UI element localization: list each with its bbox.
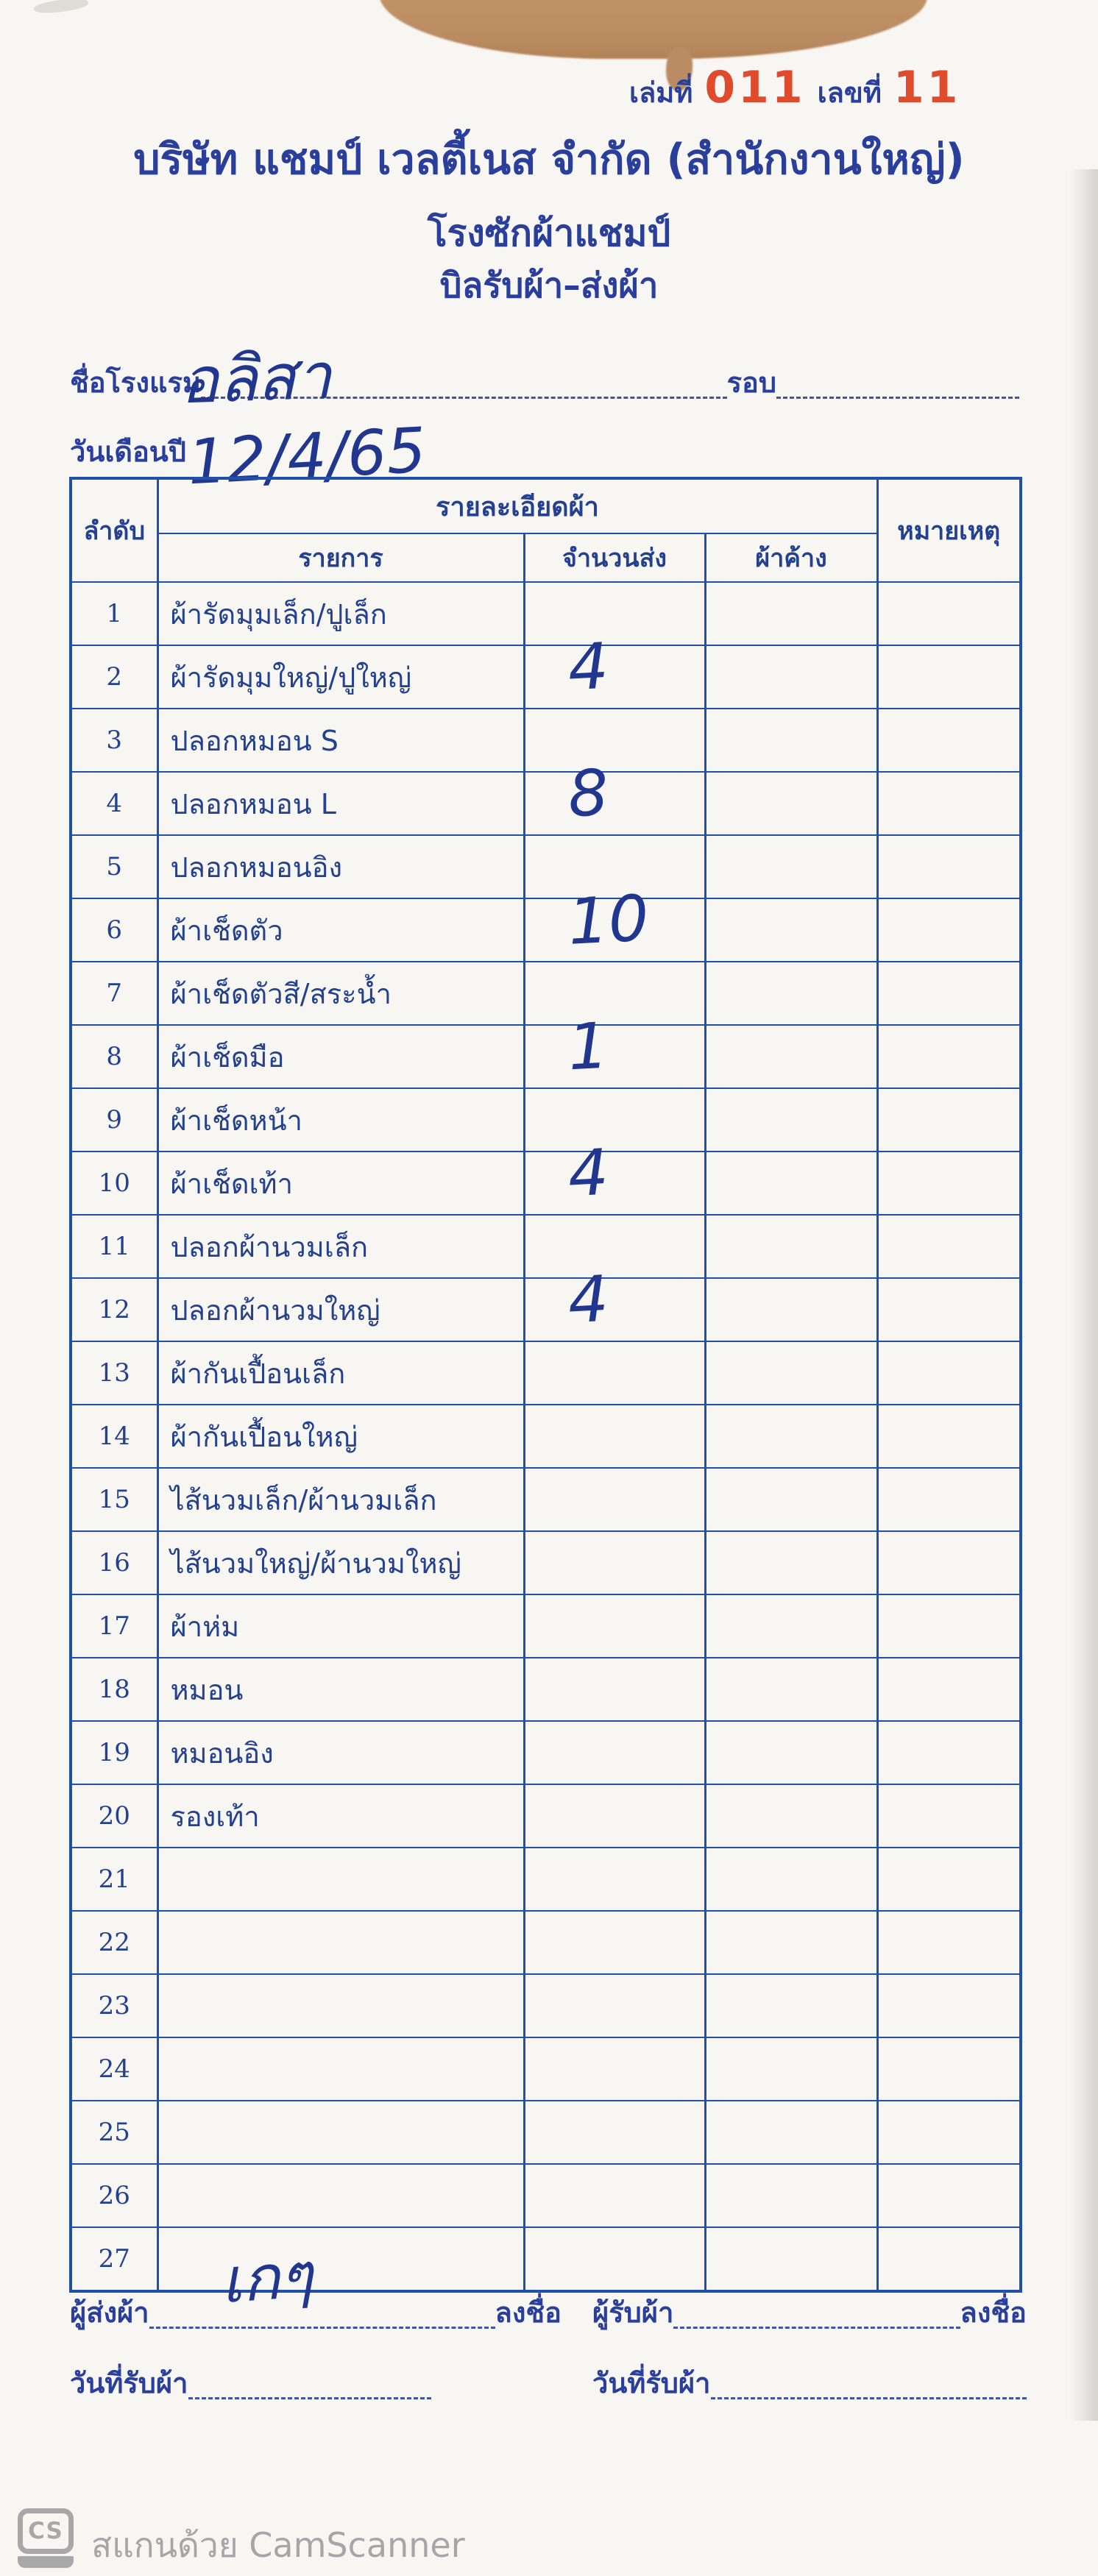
row-number-cell: 5 [71, 835, 157, 898]
table-body [71, 582, 1021, 2291]
receiver-blank [673, 2327, 960, 2329]
item-name-cell: ผ้ารัดมุมเล็ก/ปูเล็ก [157, 582, 524, 645]
sent-qty-cell [524, 2101, 705, 2164]
table-row [71, 1278, 1021, 1341]
table-row [71, 962, 1021, 1025]
sent-qty-cell [524, 1974, 705, 2037]
sent-qty-handwriting: 4 [565, 1135, 610, 1212]
note-cell [877, 582, 1021, 645]
column-header-no: ลำดับ [71, 478, 157, 582]
note-cell [877, 2164, 1021, 2227]
item-name-cell: ผ้าเช็ดตัว [157, 898, 524, 962]
column-header-detail: รายละเอียดผ้า [157, 478, 877, 533]
sent-qty-cell [524, 2164, 705, 2227]
table-row [71, 1152, 1021, 1215]
row-number-cell: 15 [71, 1468, 157, 1531]
note-cell [877, 1974, 1021, 2037]
date-label: วันเดือนปี [70, 436, 186, 468]
date-line [70, 403, 585, 499]
table-row [71, 1341, 1021, 1405]
note-cell [877, 709, 1021, 772]
camscanner-logo-tab [18, 2556, 74, 2568]
pending-cell [705, 1721, 877, 1784]
item-name-cell: ปลอกหมอนอิง [157, 835, 524, 898]
pending-cell [705, 1784, 877, 1848]
sent-qty-cell [524, 756, 705, 835]
row-number-cell: 10 [71, 1152, 157, 1215]
sent-qty-cell [524, 1848, 705, 1911]
sent-qty-cell [524, 2227, 705, 2291]
item-name-cell: ปลอกหมอน S [157, 709, 524, 772]
table-row [71, 1025, 1021, 1088]
note-cell [877, 1658, 1021, 1721]
sent-qty-cell [524, 1135, 705, 1215]
sender-signature-handwriting: เกๆ [218, 2238, 315, 2318]
sheet-number-label: เลขที่ [817, 77, 882, 109]
item-name-cell: รองเท้า [157, 1784, 524, 1848]
row-number-cell: 12 [71, 1278, 157, 1341]
item-name-cell: ผ้าเช็ดตัวสี/สระน้ำ [157, 962, 524, 1025]
pending-cell [705, 1594, 877, 1658]
pending-cell [705, 1088, 877, 1152]
laundry-name-title: โรงซักผ้าแชมป์ [427, 212, 671, 255]
date-received-label-left: วันที่รับผ้า [70, 2367, 188, 2399]
pending-cell [705, 1658, 877, 1721]
pending-cell [705, 1152, 877, 1215]
pending-cell [705, 1911, 877, 1974]
row-number-cell: 6 [71, 898, 157, 962]
sent-qty-cell [524, 1594, 705, 1658]
note-cell [877, 1405, 1021, 1468]
note-cell [877, 835, 1021, 898]
note-cell [877, 1848, 1021, 1911]
document-title: บิลรับผ้า–ส่งผ้า [439, 266, 659, 306]
item-name-cell: ปลอกหมอน L [157, 772, 524, 835]
item-name-cell: ผ้ารัดมุมใหญ่/ปูใหญ่ [157, 645, 524, 709]
round-label: รอบ [726, 366, 776, 399]
item-name-cell [157, 2037, 524, 2101]
company-title: บริษัท แชมป์ เวลตี้เนส จำกัด (สำนักงานใหญ่) [133, 135, 965, 184]
pending-cell [705, 582, 877, 645]
date-received-line [70, 2360, 1027, 2405]
sign-label-right: ลงชื่อ [960, 2296, 1027, 2329]
table-row [71, 1721, 1021, 1784]
row-number-cell: 27 [71, 2227, 157, 2291]
sent-qty-handwriting: 1 [565, 1009, 610, 1085]
table-row [71, 1911, 1021, 1974]
scan-corner-smudge [33, 0, 88, 15]
row-number-cell: 23 [71, 1974, 157, 2037]
sender-label: ผู้ส่งผ้า [70, 2296, 149, 2329]
pending-cell [705, 2101, 877, 2164]
scan-edge-shadow [1070, 169, 1098, 2421]
table-row [71, 1468, 1021, 1531]
sent-qty-cell [524, 1531, 705, 1594]
pending-cell [705, 772, 877, 835]
row-number-cell: 18 [71, 1658, 157, 1721]
row-number-cell: 4 [71, 772, 157, 835]
item-name-cell: หมอน [157, 1658, 524, 1721]
table-row [71, 582, 1021, 645]
row-number-cell: 2 [71, 645, 157, 709]
row-number-cell: 20 [71, 1784, 157, 1848]
round-blank [776, 397, 1019, 399]
item-name-cell: ผ้ากันเปื้อนใหญ่ [157, 1405, 524, 1468]
pending-cell [705, 835, 877, 898]
row-number-cell: 22 [71, 1911, 157, 1974]
note-cell [877, 1594, 1021, 1658]
pending-cell [705, 1025, 877, 1088]
note-cell [877, 772, 1021, 835]
column-header-note: หมายเหตุ [877, 478, 1021, 582]
sent-qty-handwriting: 4 [565, 1262, 610, 1338]
sent-qty-cell [524, 1009, 705, 1088]
row-number-cell: 14 [71, 1405, 157, 1468]
sent-qty-cell [524, 1468, 705, 1531]
item-name-cell: ปลอกผ้านวมเล็ก [157, 1215, 524, 1278]
sent-qty-handwriting: 10 [565, 881, 651, 959]
sent-qty-cell [524, 1088, 705, 1152]
item-name-cell [157, 2101, 524, 2164]
sent-qty-handwriting: 8 [565, 756, 610, 832]
table-row [71, 2037, 1021, 2101]
pending-cell [705, 1531, 877, 1594]
table-row [71, 2227, 1021, 2291]
camscanner-logo-letters: CS [28, 2518, 63, 2544]
row-number-cell: 8 [71, 1025, 157, 1088]
row-number-cell: 9 [71, 1088, 157, 1152]
sent-qty-cell [524, 629, 705, 709]
item-name-cell [157, 1974, 524, 2037]
pending-cell [705, 1974, 877, 2037]
note-cell [877, 1152, 1021, 1215]
table-row [71, 1594, 1021, 1658]
date-received-blank-left [188, 2397, 431, 2399]
note-cell [877, 2037, 1021, 2101]
row-number-cell: 7 [71, 962, 157, 1025]
sent-qty-cell [524, 1405, 705, 1468]
item-name-cell: ปลอกผ้านวมใหญ่ [157, 1278, 524, 1341]
row-number-cell: 11 [71, 1215, 157, 1278]
item-name-cell: ผ้าเช็ดเท้า [157, 1152, 524, 1215]
table-row [71, 1974, 1021, 2037]
item-name-cell: ผ้าเช็ดหน้า [157, 1088, 524, 1152]
note-cell [877, 1215, 1021, 1278]
table-row [71, 2101, 1021, 2164]
note-cell [877, 1721, 1021, 1784]
note-cell [877, 2227, 1021, 2291]
pending-cell [705, 1468, 877, 1531]
note-cell [877, 645, 1021, 709]
note-cell [877, 1341, 1021, 1405]
item-name-cell: ผ้าห่ม [157, 1594, 524, 1658]
note-cell [877, 1784, 1021, 1848]
sent-qty-cell [524, 1262, 705, 1341]
row-number-cell: 16 [71, 1531, 157, 1594]
sent-qty-cell [524, 2037, 705, 2101]
book-number-value: 011 [704, 62, 806, 113]
receiver-label: ผู้รับผ้า [592, 2296, 674, 2329]
table-row [71, 772, 1021, 835]
table-row [71, 709, 1021, 772]
row-number-cell: 1 [71, 582, 157, 645]
note-cell [877, 1088, 1021, 1152]
camscanner-watermark [0, 2502, 1098, 2576]
date-handwriting: 12/4/65 [185, 414, 428, 499]
row-number-cell: 21 [71, 1848, 157, 1911]
note-cell [877, 962, 1021, 1025]
note-cell [877, 1468, 1021, 1531]
sent-qty-handwriting: 4 [565, 629, 610, 706]
sent-qty-cell [524, 582, 705, 645]
pending-cell [705, 2037, 877, 2101]
pending-cell [705, 1341, 877, 1405]
date-received-blank-right [711, 2397, 1027, 2399]
pending-cell [705, 2227, 877, 2291]
column-header-pending: ผ้าค้าง [705, 533, 877, 582]
column-header-sent: จำนวนส่ง [524, 533, 705, 582]
sheet-number-value: 11 [893, 62, 961, 113]
table-row [71, 1405, 1021, 1468]
note-cell [877, 1531, 1021, 1594]
column-header-item: รายการ [157, 533, 524, 582]
row-number-cell: 24 [71, 2037, 157, 2101]
sent-qty-cell [524, 881, 705, 962]
item-name-cell: ไส้นวมใหญ่/ผ้านวมใหญ่ [157, 1531, 524, 1594]
sent-qty-cell [524, 1784, 705, 1848]
laundry-table [69, 477, 1022, 2293]
camscanner-text: สแกนด้วย CamScanner [91, 2525, 465, 2565]
row-number-cell: 17 [71, 1594, 157, 1658]
sent-qty-cell [524, 1215, 705, 1278]
table-row [71, 1215, 1021, 1278]
table-row [71, 1848, 1021, 1911]
sign-label-left: ลงชื่อ [495, 2296, 562, 2329]
table-row [71, 1784, 1021, 1848]
item-name-cell [157, 2227, 524, 2291]
pending-cell [705, 1848, 877, 1911]
item-name-cell [157, 1911, 524, 1974]
sent-qty-cell [524, 962, 705, 1025]
sent-qty-cell [524, 709, 705, 772]
sender-blank [149, 2327, 495, 2329]
serial-line [629, 62, 960, 115]
hotel-name-label: ชื่อโรงแรม [70, 366, 201, 399]
sent-qty-cell [524, 1658, 705, 1721]
table-row [71, 835, 1021, 898]
row-number-cell: 13 [71, 1341, 157, 1405]
sent-qty-cell [524, 1911, 705, 1974]
pending-cell [705, 709, 877, 772]
pending-cell [705, 898, 877, 962]
row-number-cell: 25 [71, 2101, 157, 2164]
note-cell [877, 1911, 1021, 1974]
pending-cell [705, 962, 877, 1025]
hotel-name-handwriting: อลิสา [179, 339, 333, 419]
item-name-cell: ผ้ากันเปื้อนเล็ก [157, 1341, 524, 1405]
pending-cell [705, 1405, 877, 1468]
row-number-cell: 3 [71, 709, 157, 772]
table-row [71, 1658, 1021, 1721]
pending-cell [705, 2164, 877, 2227]
book-number-label: เล่มที่ [629, 77, 693, 109]
camscanner-logo [18, 2508, 74, 2570]
table-row [71, 1531, 1021, 1594]
pending-cell [705, 1278, 877, 1341]
hotel-name-line [70, 337, 1019, 419]
sent-qty-cell [524, 1721, 705, 1784]
table-row [71, 645, 1021, 709]
table-row [71, 2164, 1021, 2227]
note-cell [877, 1278, 1021, 1341]
item-name-cell: ไส้นวมเล็ก/ผ้านวมเล็ก [157, 1468, 524, 1531]
table-row [71, 898, 1021, 962]
date-received-label-right: วันที่รับผ้า [592, 2367, 711, 2399]
note-cell [877, 2101, 1021, 2164]
item-name-cell [157, 2164, 524, 2227]
row-number-cell: 19 [71, 1721, 157, 1784]
item-name-cell [157, 1848, 524, 1911]
item-name-cell: ผ้าเช็ดมือ [157, 1025, 524, 1088]
pending-cell [705, 645, 877, 709]
table-row [71, 1088, 1021, 1152]
pending-cell [705, 1215, 877, 1278]
item-name-cell: หมอนอิง [157, 1721, 524, 1784]
note-cell [877, 1025, 1021, 1088]
sent-qty-cell [524, 1341, 705, 1405]
note-cell [877, 898, 1021, 962]
row-number-cell: 26 [71, 2164, 157, 2227]
scan-stain-blob [379, 0, 927, 59]
